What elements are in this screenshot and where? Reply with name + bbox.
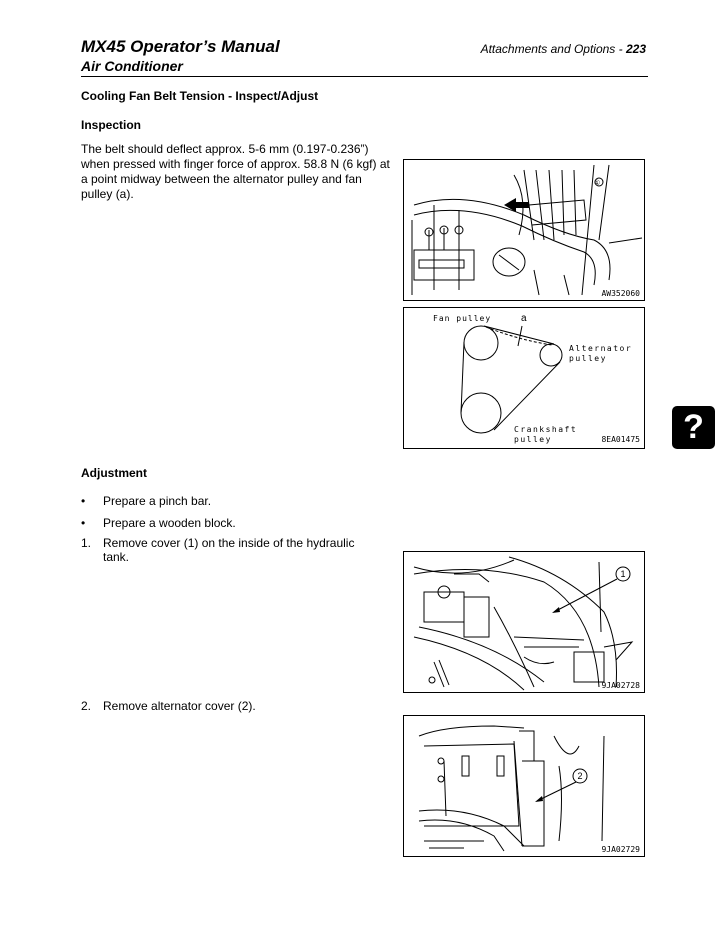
arrow-icon	[535, 796, 543, 802]
label-alternator-pulley: pulley	[569, 354, 607, 363]
inspection-body: The belt should deflect approx. 5-6 mm (0.197-0.236”) when pressed with finger force of approx. 58.8 N (6 kgf) at a point midway between the alternator pulley and fan pulley (a).	[81, 142, 390, 201]
crankshaft-pulley	[461, 393, 501, 433]
manual-title: MX45 Operator’s Manual	[81, 37, 280, 56]
list-item-text: Remove cover (1) on the inside of the hydraulic tank.	[103, 536, 355, 564]
list-item-text: Prepare a pinch bar.	[103, 494, 212, 508]
step-number: 1.	[81, 536, 92, 550]
arrow-icon	[552, 607, 560, 613]
chapter-subtitle: Air Conditioner	[81, 58, 183, 74]
page-reference	[481, 41, 646, 57]
list-item	[81, 699, 381, 713]
list-item-text: Prepare a wooden block.	[103, 516, 236, 530]
figure-alternator-cover	[403, 715, 645, 857]
step-number: 2.	[81, 699, 92, 713]
bullet-marker: •	[81, 516, 86, 530]
section-title: Cooling Fan Belt Tension - Inspect/Adjust	[81, 89, 319, 103]
engine-illustration	[404, 160, 644, 300]
inspection-heading: Inspection	[81, 118, 142, 132]
hydraulic-tank-illustration	[404, 552, 644, 692]
bullet-marker: •	[81, 494, 86, 508]
callout-label: 2	[577, 771, 583, 781]
list-item	[81, 516, 381, 530]
section-name: Attachments and Options -	[480, 42, 626, 56]
figure-engine-belt	[403, 159, 645, 301]
figure-code: 9JA02728	[601, 681, 640, 690]
figure-code: AW352060	[601, 289, 640, 298]
arrow-icon	[504, 198, 529, 212]
figure-hydraulic-cover	[403, 551, 645, 693]
label-alternator: Alternator	[569, 344, 633, 353]
figure-code: 9JA02729	[601, 845, 640, 854]
fan-pulley	[464, 326, 498, 360]
list-item	[81, 494, 381, 508]
figure-pulley-diagram	[403, 307, 645, 449]
list-item-text: Remove alternator cover (2).	[103, 699, 256, 713]
header-rule	[81, 76, 648, 77]
adjustment-heading: Adjustment	[81, 466, 147, 480]
callout-label: 1	[620, 569, 626, 579]
callout-label: ①	[593, 179, 601, 187]
label-crankshaft-pulley: pulley	[514, 435, 552, 444]
label-deflection: a	[521, 313, 527, 324]
question-mark-icon: ?	[672, 406, 715, 449]
label-crankshaft: Crankshaft	[514, 425, 578, 434]
list-item	[81, 536, 371, 564]
page-number: 223	[625, 42, 646, 56]
alternator-illustration	[404, 716, 644, 856]
pulley-diagram	[404, 308, 644, 448]
label-fan-pulley: Fan pulley	[433, 314, 492, 323]
figure-code: 8EA01475	[601, 435, 640, 444]
